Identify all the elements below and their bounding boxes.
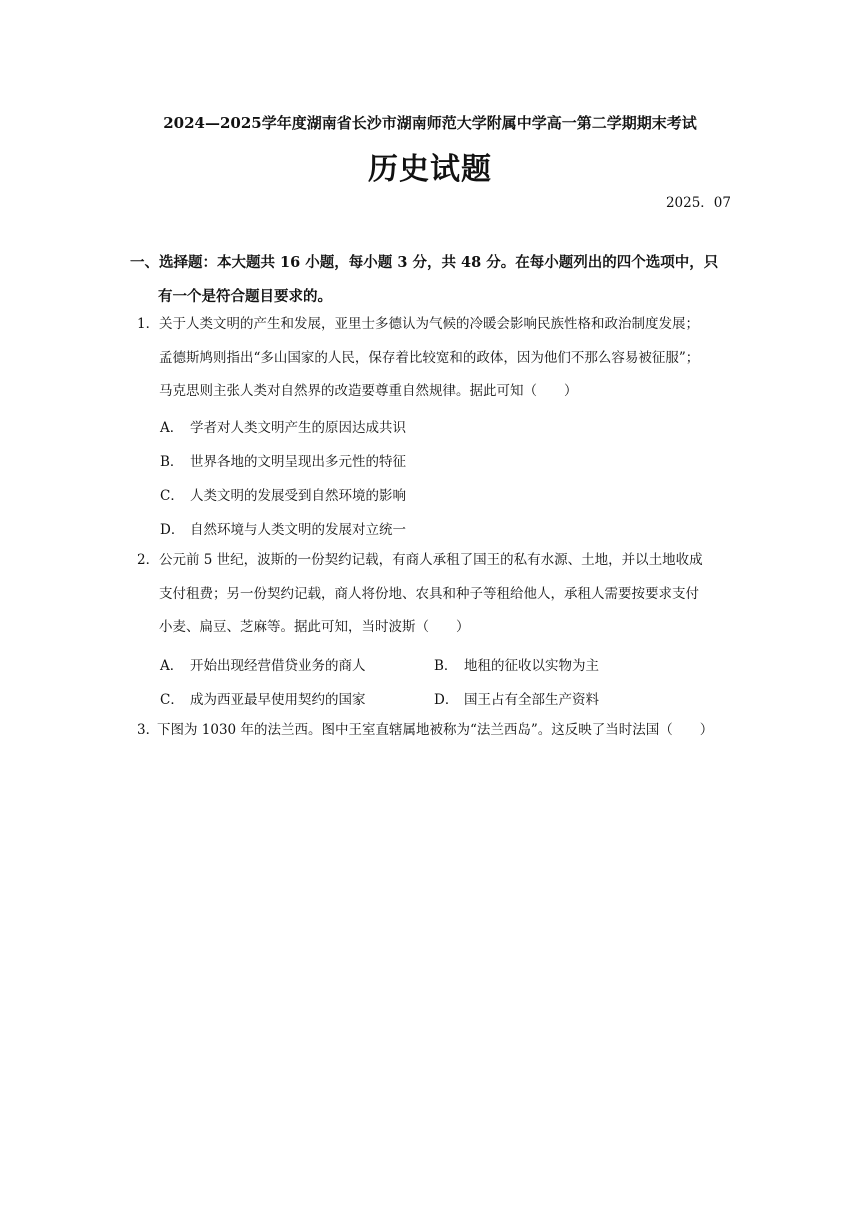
question-2 (137, 544, 742, 645)
option-d[interactable] (160, 518, 406, 538)
section-header (130, 246, 736, 314)
subject-title: 历史试题 (368, 152, 492, 187)
question-number: 2． (137, 552, 160, 568)
question-stem-line: 支付租费；另一份契约记载，商人将份地、农具和种子等租给他人，承租人需要按要求支付 (159, 585, 699, 602)
option-text: 世界各地的文明呈现出多元性的特征 (190, 454, 406, 470)
option-c[interactable] (160, 688, 366, 708)
option-b[interactable] (434, 654, 599, 674)
option-letter: D． (434, 692, 459, 708)
question-number: 1． (137, 316, 160, 332)
question-stem-line: 孟德斯鸠则指出“多山国家的人民，保存着比较宽和的政体，因为他们不那么容易被征服”； (159, 349, 700, 366)
option-a[interactable] (160, 654, 366, 674)
exam-date: 2025．07 (665, 195, 731, 211)
option-text: 自然环境与人类文明的发展对立统一 (190, 522, 406, 538)
option-letter: D． (160, 522, 185, 538)
option-letter: C． (160, 692, 184, 708)
question-stem-line: 下图为 1030 年的法兰西。图中王室直辖属地被称为“法兰西岛”。这反映了当时法国（ ） (157, 722, 714, 738)
exam-title: 2024—2025学年度湖南省长沙市湖南师范大学附属中学高一第二学期期末考试 (163, 114, 697, 132)
option-letter: C． (160, 488, 184, 504)
question-3 (137, 714, 757, 748)
option-text: 地租的征收以实物为主 (464, 658, 599, 674)
option-a[interactable] (160, 416, 406, 436)
option-text: 学者对人类文明产生的原因达成共识 (190, 420, 406, 436)
question-stem-line: 公元前 5 世纪，波斯的一份契约记载，有商人承租了国王的私有水源、土地，并以土地收成 (159, 552, 703, 568)
option-letter: B． (160, 454, 184, 470)
question-1 (137, 308, 742, 409)
option-b[interactable] (160, 450, 406, 470)
option-text: 国王占有全部生产资料 (464, 692, 599, 708)
question-stem-line: 小麦、扁豆、芝麻等。据此可知，当时波斯（ ） (159, 619, 470, 635)
option-letter: B． (434, 658, 458, 674)
option-c[interactable] (160, 484, 406, 504)
option-text: 开始出现经营借贷业务的商人 (190, 658, 366, 674)
question-stem-line: 马克思则主张人类对自然界的改造要尊重自然规律。据此可知（ ） (159, 383, 578, 399)
option-d[interactable] (434, 688, 599, 708)
option-text: 成为西亚最早使用契约的国家 (190, 692, 366, 708)
option-letter: A． (160, 658, 184, 674)
option-letter: A． (160, 420, 184, 436)
question-number: 3． (137, 722, 160, 738)
section-header-line1: 一、选择题：本大题共 16 小题，每小题 3 分，共 48 分。在每小题列出的四个选项中，只 (130, 254, 719, 271)
section-header-line2: 有一个是符合题目要求的。 (158, 288, 332, 305)
question-stem-line: 关于人类文明的产生和发展，亚里士多德认为气候的冷暖会影响民族性格和政治制度发展； (159, 316, 699, 332)
option-text: 人类文明的发展受到自然环境的影响 (190, 488, 406, 504)
